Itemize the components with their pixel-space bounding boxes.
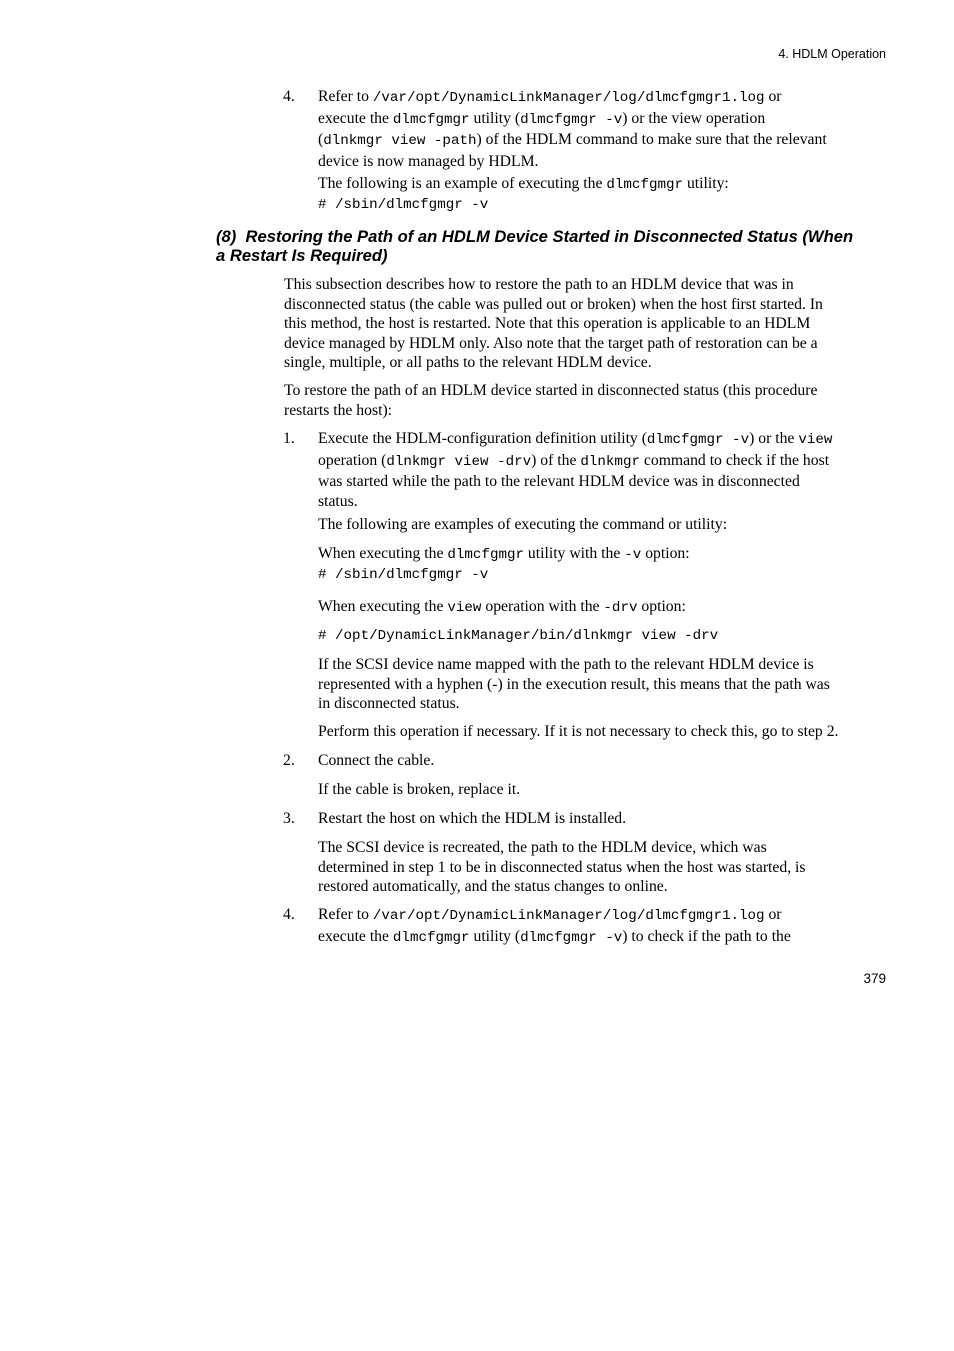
code: dlnkmgr view -drv bbox=[386, 453, 532, 470]
text-line: this method, the host is restarted. Note that this operation is applicable to an HDLM bbox=[284, 315, 811, 332]
command-line: # /sbin/dlmcfgmgr -v bbox=[318, 196, 489, 213]
text-line: in disconnected status. bbox=[318, 695, 460, 712]
code: view bbox=[798, 432, 833, 448]
text-line: device managed by HDLM only. Also note that the target path of restoration can be a bbox=[284, 334, 818, 352]
step-text bbox=[318, 87, 827, 171]
step-text: Restart the host on which the HDLM is installed. bbox=[318, 810, 627, 827]
step-number: 2. bbox=[283, 752, 295, 769]
text-line: This subsection describes how to restore the path to an HDLM device that was in bbox=[284, 276, 794, 293]
text-line: device is now managed by HDLM. bbox=[318, 152, 539, 170]
code: dlmcfgmgr -v bbox=[520, 929, 623, 946]
step-number: 1. bbox=[283, 430, 295, 447]
command-line: # /sbin/dlmcfgmgr -v bbox=[318, 566, 489, 583]
text-line bbox=[318, 927, 791, 949]
text-line: single, multiple, or all paths to the relevant HDLM device. bbox=[284, 354, 652, 371]
code: dlnkmgr bbox=[580, 453, 640, 470]
text: Execute the HDLM-configuration definition utility ( bbox=[318, 430, 647, 447]
code-path: /var/opt/DynamicLinkManager/log/dlmcfgmgr1.log bbox=[372, 908, 765, 924]
code: dlmcfgmgr bbox=[447, 547, 524, 563]
text-line: determined in step 1 to be in disconnected status when the host was started, is bbox=[318, 858, 806, 876]
code: -drv bbox=[603, 600, 638, 616]
code: -v bbox=[624, 547, 642, 563]
text: ) of the bbox=[531, 451, 581, 469]
running-header: 4. HDLM Operation bbox=[778, 47, 886, 61]
text-line bbox=[318, 87, 827, 109]
step-text bbox=[318, 905, 791, 948]
step-note: If the cable is broken, replace it. bbox=[318, 781, 521, 798]
step-number: 4. bbox=[283, 88, 295, 105]
text: utility ( bbox=[469, 927, 521, 945]
code: dlmcfgmgr bbox=[392, 111, 470, 128]
text: utility ( bbox=[469, 109, 521, 127]
text-line bbox=[318, 109, 827, 131]
code: dlmcfgmgr bbox=[606, 177, 684, 193]
text: execute the bbox=[318, 109, 393, 127]
text-line: disconnected status (the cable was pulled out or broken) when the host first started. In bbox=[284, 295, 823, 313]
text: or bbox=[764, 88, 782, 105]
examples-intro: The following are examples of executing the command or utility: bbox=[318, 516, 728, 533]
text: operation ( bbox=[318, 451, 387, 469]
text: or bbox=[764, 906, 782, 923]
text: ) to check if the path to the bbox=[622, 927, 791, 945]
code: dlmcfgmgr -v bbox=[520, 111, 623, 128]
step-text bbox=[318, 429, 832, 511]
result-paragraph bbox=[318, 655, 830, 714]
text-line: restarts the host): bbox=[284, 401, 393, 419]
step-number: 3. bbox=[283, 810, 295, 827]
text: ) or the view operation bbox=[622, 109, 766, 127]
text-line: represented with a hyphen (-) in the execution result, this means that the path was bbox=[318, 675, 830, 693]
text: operation with the bbox=[481, 598, 604, 615]
text: option: bbox=[641, 545, 690, 562]
code-path: /var/opt/DynamicLinkManager/log/dlmcfgmgr1.log bbox=[372, 90, 765, 106]
text: When executing the bbox=[318, 598, 448, 615]
code: dlnkmgr view -path bbox=[323, 133, 477, 149]
text: Refer to bbox=[318, 906, 373, 923]
heading-line: a Restart Is Required) bbox=[216, 246, 388, 265]
step-detail bbox=[318, 838, 806, 897]
text: utility with the bbox=[524, 545, 625, 562]
text: utility: bbox=[683, 175, 729, 192]
example-block bbox=[318, 174, 729, 215]
procedure-intro bbox=[284, 381, 817, 420]
step-number: 4. bbox=[283, 906, 295, 923]
text-line: To restore the path of an HDLM device started in disconnected status (this procedure bbox=[284, 382, 818, 399]
intro-paragraph bbox=[284, 275, 823, 373]
text-line: status. bbox=[318, 492, 358, 510]
text-line bbox=[318, 905, 791, 927]
example-block bbox=[318, 597, 686, 619]
code: dlmcfgmgr -v bbox=[646, 432, 750, 448]
text: ( bbox=[318, 131, 324, 148]
text-line bbox=[318, 130, 827, 152]
text: option: bbox=[637, 598, 686, 615]
text-line bbox=[318, 174, 729, 196]
step-text: Connect the cable. bbox=[318, 752, 435, 769]
code: dlmcfgmgr bbox=[392, 929, 470, 946]
text: ) or the bbox=[749, 430, 799, 447]
text-line: restored automatically, and the status changes to online. bbox=[318, 878, 668, 895]
text-line bbox=[318, 451, 832, 473]
text: When executing the bbox=[318, 545, 448, 562]
text-line bbox=[318, 597, 686, 619]
heading-line: (8) Restoring the Path of an HDLM Device Started in Disconnected Status (When bbox=[216, 227, 854, 246]
text-line: was started while the path to the relevant HDLM device was in disconnected bbox=[318, 473, 800, 490]
text-line bbox=[318, 544, 690, 566]
text: Refer to bbox=[318, 88, 373, 105]
text: ) of the HDLM command to make sure that the relevant bbox=[476, 131, 827, 148]
text-line: If the SCSI device name mapped with the path to the relevant HDLM device is bbox=[318, 656, 814, 673]
text: The following is an example of executing the bbox=[318, 175, 607, 192]
text: execute the bbox=[318, 927, 393, 945]
text: command to check if the host bbox=[639, 451, 830, 469]
perform-note: Perform this operation if necessary. If it is not necessary to check this, go to step 2. bbox=[318, 723, 839, 740]
text-line: The SCSI device is recreated, the path to the HDLM device, which was bbox=[318, 839, 767, 856]
code: view bbox=[447, 600, 482, 616]
section-heading bbox=[216, 227, 853, 265]
text-line bbox=[318, 429, 832, 451]
example-block bbox=[318, 544, 690, 585]
command-line: # /opt/DynamicLinkManager/bin/dlnkmgr view -drv bbox=[318, 628, 719, 644]
page-number: 379 bbox=[863, 971, 886, 986]
